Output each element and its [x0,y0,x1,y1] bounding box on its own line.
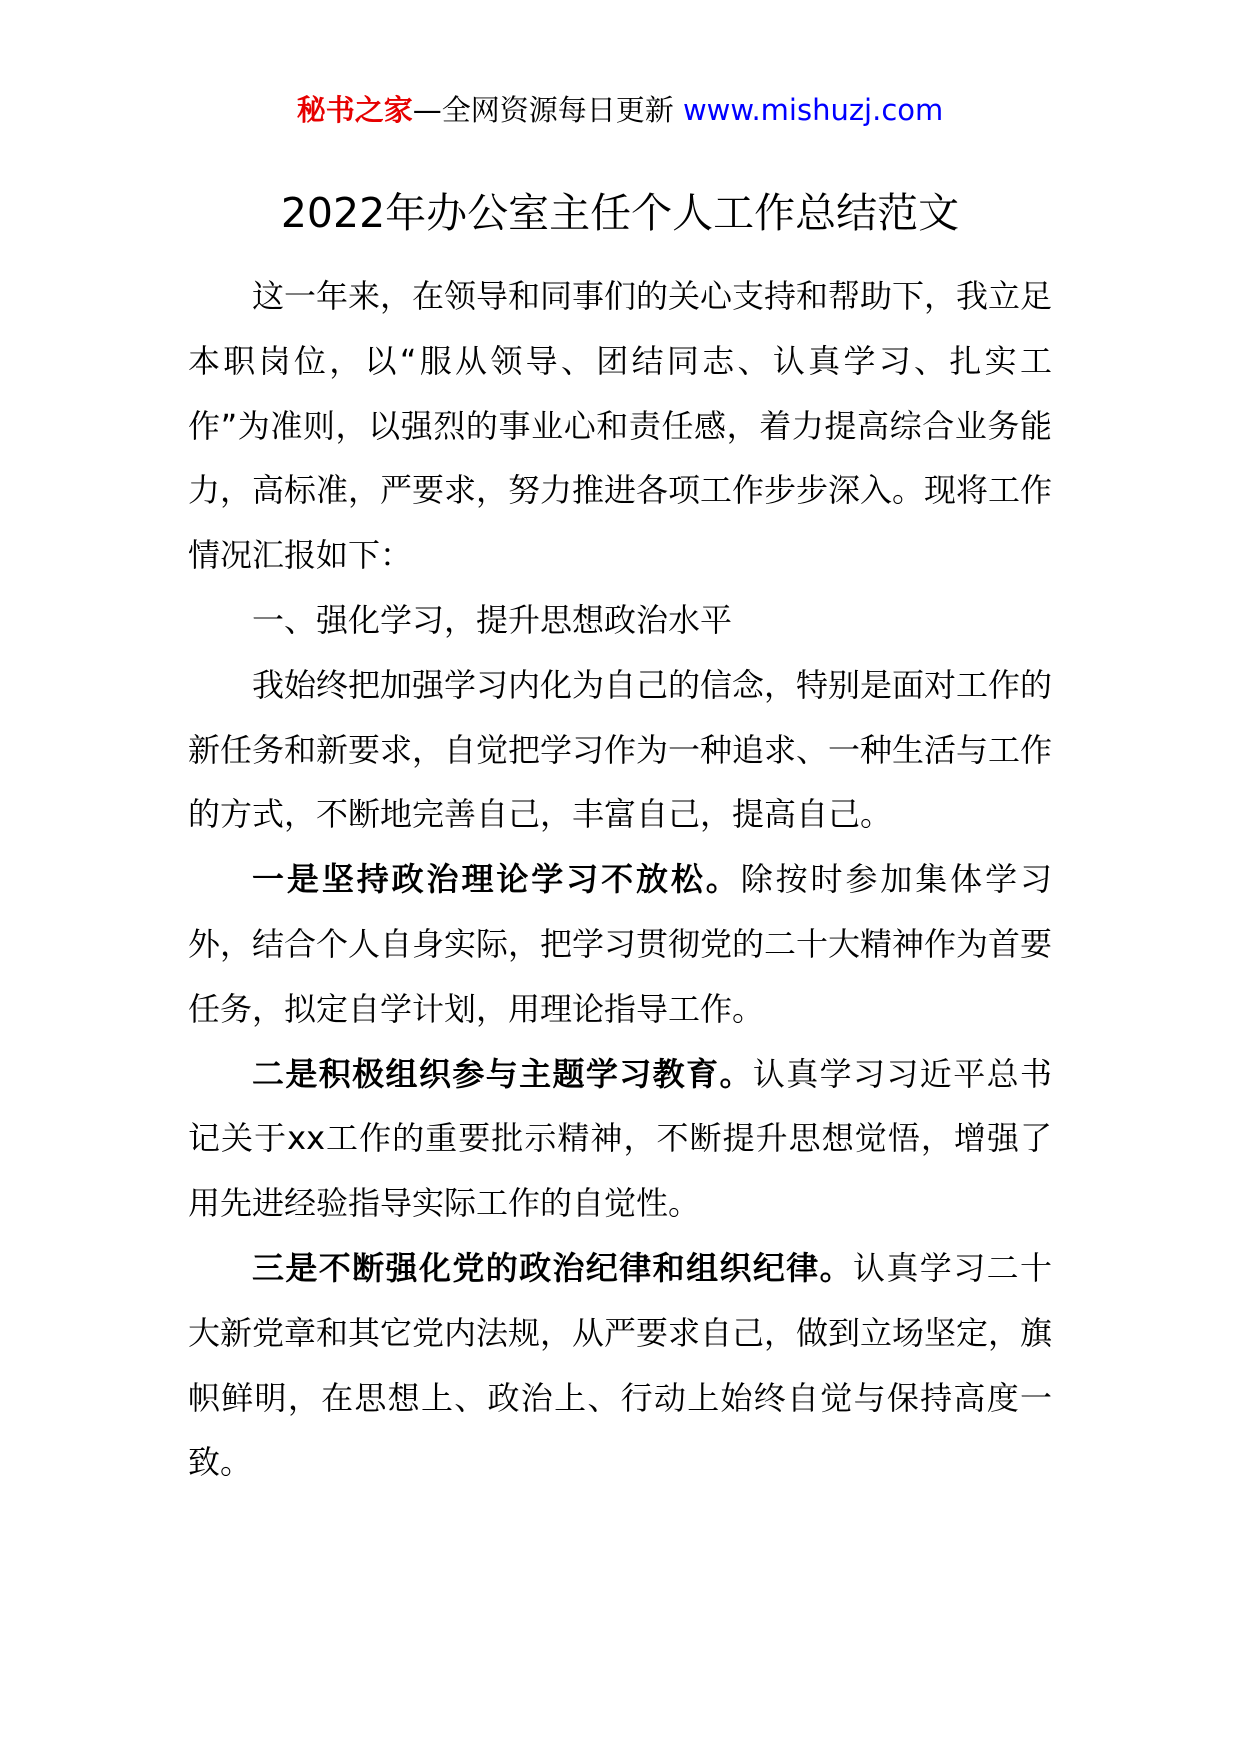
point-paragraph-2 [188,1042,1052,1236]
paragraph-text: 这一年来，在领导和同事们的关心支持和帮助下，我立足本职岗位，以“服从领导、团结同志、认真学习、扎实工作”为准则，以强烈的事业心和责任感，着力提高综合业务能力，高标准，严要求，努力推进各项工作步步深入。现将工作情况汇报如下： [188,277,1053,575]
point-lead: 二是积极组织参与主题学习教育。 [252,1054,753,1093]
point-paragraph-3 [188,1236,1052,1495]
paragraph-text: 除按时参加集体学习外，结合个人自身实际，把学习贯彻党的二十大精神作为首要任务，拟定自学计划，用理论指导工作。 [188,860,1053,1028]
point-paragraph-1 [188,847,1052,1041]
point-lead: 一是坚持政治理论学习不放松。 [252,860,741,899]
paragraph-text: 认真学习习近平总书记关于xx工作的重要批示精神，不断提升思想觉悟，增强了用先进经验指导实际工作的自觉性。 [188,1054,1052,1223]
header-url-link[interactable]: www.mishuzj.com [682,93,944,127]
intro-paragraph [188,264,1052,588]
document-title: 2022年办公室主任个人工作总结范文 [280,189,960,237]
header-brand: 秘书之家 [296,93,413,127]
document-body [188,264,1052,1495]
paragraph-text: 我始终把加强学习内化为自己的信念，特别是面对工作的新任务和新要求，自觉把学习作为一种追求、一种生活与工作的方式，不断地完善自己，丰富自己，提高自己。 [188,665,1053,834]
paragraph-text: 认真学习二十大新党章和其它党内法规，从严要求自己，做到立场坚定，旗帜鲜明，在思想上、政治上、行动上始终自觉与保持高度一致。 [188,1248,1053,1482]
header-tagline: —全网资源每日更新 [412,93,683,127]
section-heading [188,588,1052,653]
site-header [0,88,1240,132]
section-heading-text: 一、强化学习，提升思想政治水平 [252,600,733,639]
section-paragraph [188,653,1052,847]
point-lead: 三是不断强化党的政治纪律和组织纪律。 [252,1248,854,1287]
